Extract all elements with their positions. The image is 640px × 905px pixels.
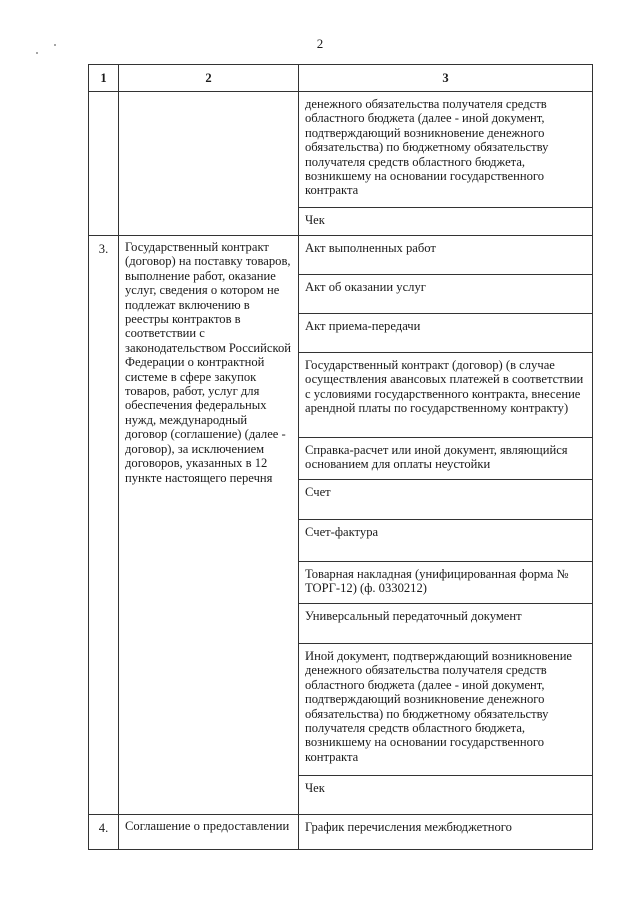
column-header: 2 [119,65,299,92]
column-header: 1 [89,65,119,92]
document-cell: Иной документ, подтверждающий возникновение денежного обязательства получателя средств областного бюджета (далее - иной документ, подтверждающий возникновение денежного обязательства) по бюджетному обязательству получателя средств областного бюджета, возникшему на основании государственного контракта [299,644,593,776]
document-cell: Счет-фактура [299,520,593,562]
column-header: 3 [299,65,593,92]
table-header-row [89,65,593,92]
document-cell: Справка-расчет или иной документ, являющийся основанием для оплаты неустойки [299,438,593,480]
document-cell: Государственный контракт (договор) (в случае осуществления авансовых платежей в соответствии с условиями государственного контракта, внесение арендной платы по государственному контракту) [299,353,593,438]
table-row [89,236,593,275]
table-row [89,815,593,850]
document-cell: Универсальный передаточный документ [299,604,593,644]
row-name-cell: Соглашение о предоставлении [119,815,299,850]
row-number-cell: 3. [89,236,119,815]
document-cell: Счет [299,480,593,520]
row-name-cell: Государственный контракт (договор) на поставку товаров, выполнение работ, оказание услуг, сведения о котором не подлежат включению в реестры контрактов в соответствии с законодательством Российской Федерации о контрактной системе в сфере закупок товаров, работ, услуг для обеспечения федеральных нужд, международный договор (соглашение) (далее - договор), за исключением договоров, указанных в 12 пункте настоящего перечня [119,236,299,815]
document-table [88,64,593,850]
page-number: 2 [316,36,324,51]
document-cell: Акт об оказании услуг [299,275,593,314]
row-number-cell [89,92,119,236]
document-cell: денежного обязательства получателя средств областного бюджета (далее - иной документ, подтверждающий возникновение денежного обязательства) по бюджетному обязательству получателя средств областного бюджета, возникшему на основании государственного контракта [299,92,593,208]
table-row [89,92,593,208]
document-cell: График перечисления межбюджетного [299,815,593,850]
scan-speck [36,52,38,54]
document-cell: Чек [299,776,593,815]
document-cell: Товарная накладная (унифицированная форма № ТОРГ-12) (ф. 0330212) [299,562,593,604]
row-name-cell [119,92,299,236]
document-cell: Чек [299,208,593,236]
row-number-cell: 4. [89,815,119,850]
document-cell: Акт выполненных работ [299,236,593,275]
document-cell: Акт приема-передачи [299,314,593,353]
